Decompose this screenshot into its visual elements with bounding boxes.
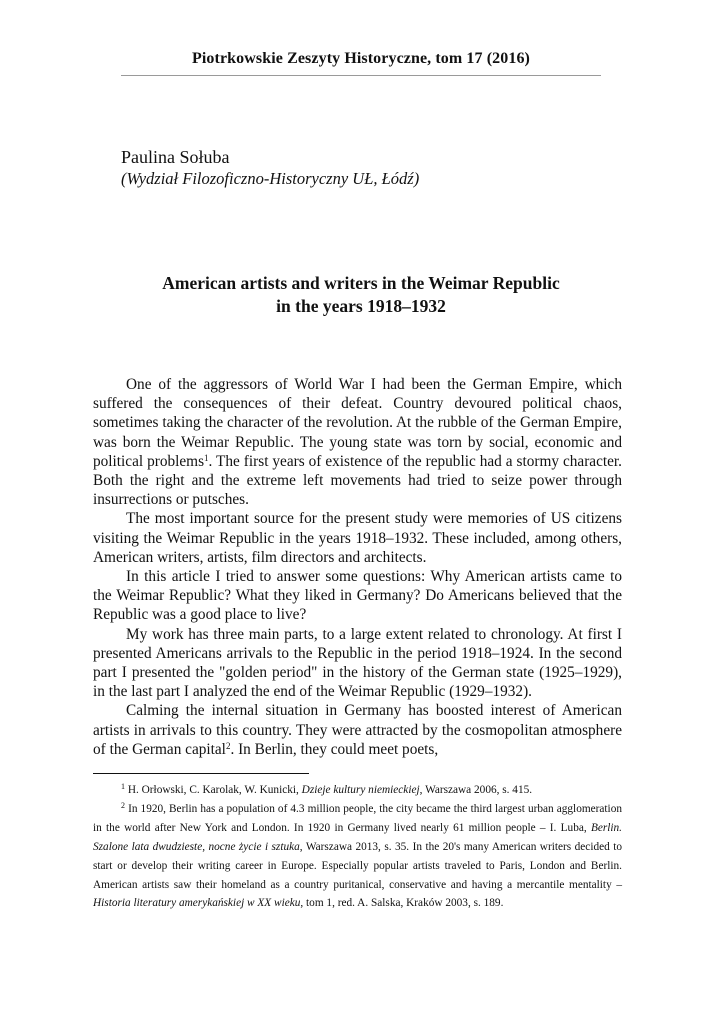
article-title-line-1: American artists and writers in the Weimar Republic — [162, 273, 560, 293]
footnote-number: 1 — [121, 782, 125, 791]
article-body — [93, 375, 622, 759]
footnote-text: In 1920, Berlin has a population of 4.3 million people, the city became the third largest urban agglomeration in the world after New York and London. In 1920 in Germany lived nearly 61 million people – I. Luba, — [93, 802, 622, 834]
author-block — [121, 146, 601, 190]
footnote-text: , tom 1, red. A. Salska, Kraków 2003, s. 189. — [300, 897, 504, 910]
article-title — [121, 272, 601, 318]
body-text-span: . The first years of existence of the republic had a stormy character. Both the right and the extreme left movements had tried to seize power through insurrections or putsches. — [93, 452, 622, 509]
body-paragraph-3: In this article I tried to answer some questions: Why American artists came to the Weimar Republic? What they liked in Germany? Do Americans believed that the Republic was a good place to live? — [93, 568, 622, 624]
footnote-cited-title: Berlin. Szalone lata dwudzieste, nocne życie i sztuka — [93, 821, 622, 853]
header-divider — [121, 75, 601, 76]
footnote-text: , Warszawa 2006, s. 415. — [419, 784, 533, 796]
footnote-text: H. Orłowski, C. Karolak, W. Kunicki, — [125, 784, 302, 796]
body-paragraph-2: The most important source for the present study were memories of US citizens visiting the Weimar Republic in the years 1918–1932. These included, among others, American writers, artists, film directors and architects. — [93, 510, 622, 566]
author-name: Paulina Sołuba — [121, 147, 230, 167]
journal-running-header: Piotrkowskie Zeszyty Historyczne, tom 17 (2016) — [192, 50, 530, 67]
body-text-span: Calming the internal situation in Germany has boosted interest of American artists in arrivals to this country. They were attracted by the cosmopolitan atmosphere of the German capital — [93, 702, 622, 758]
author-affiliation: (Wydział Filozoficzno-Historyczny UŁ, Łódź) — [121, 169, 420, 188]
footnote-2 — [93, 800, 622, 913]
footnote-number: 2 — [121, 800, 125, 810]
footnote-ref-2: 2 — [225, 740, 231, 751]
body-text-span: One of the aggressors of World War I had been the German Empire, which suffered the consequences of their defeat. Country devoured political chaos, sometimes taking the character of the revolution. At the rubble of the German Empire, was born the Weimar Republic. The young state was torn by social, economic and political problems — [93, 376, 622, 470]
footnote-text: , Warszawa 2013, s. 35. In the 20's many American writers decided to start or develop their writing career in Europe. Especially popular artists traveled to Paris, London and Berlin. American artists saw their homeland as a country puritanical, conservative and having a mercantile mentality – — [93, 840, 623, 891]
body-text-span: . In Berlin, they could meet poets, — [230, 740, 439, 758]
footnote-ref-1: 1 — [204, 452, 209, 463]
body-paragraph-5 — [93, 701, 622, 759]
body-paragraph-1 — [93, 375, 622, 509]
footnote-1 — [93, 781, 622, 800]
footnote-cited-title: Dzieje kultury niemieckiej — [301, 784, 420, 796]
article-title-line-2: in the years 1918–1932 — [276, 296, 446, 316]
footnote-cited-title: Historia literatury amerykańskiej w XX wieku — [93, 897, 301, 910]
body-paragraph-4: My work has three main parts, to a large extent related to chronology. At first I presented Americans arrivals to the Republic in the period 1918–1924. In the second part I presented the "golden period" in the history of the German state (1925–1929), in the last part I analyzed the end of the Weimar Republic (1929–1932). — [93, 625, 622, 701]
footnotes — [93, 781, 622, 913]
footnote-divider — [93, 773, 309, 774]
